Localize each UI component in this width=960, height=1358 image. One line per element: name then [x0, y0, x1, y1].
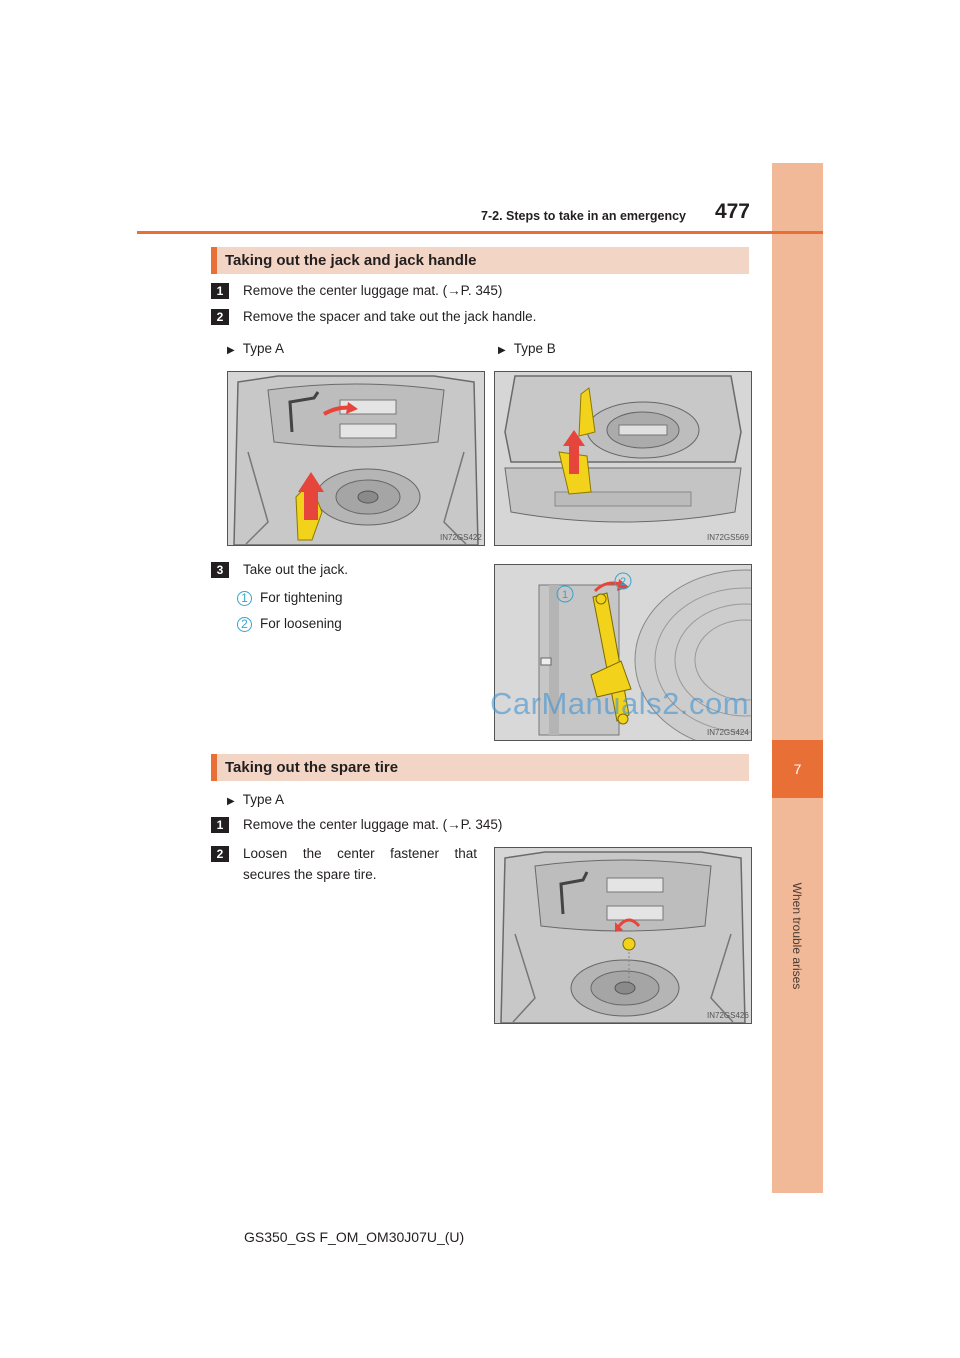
triangle-bullet-icon: ▶	[227, 796, 235, 807]
svg-text:1: 1	[561, 589, 569, 601]
step-badge: 2	[211, 846, 229, 862]
svg-text:2: 2	[619, 576, 627, 588]
step-badge: 3	[211, 562, 229, 578]
watermark: CarManuals2.com	[490, 686, 750, 721]
chapter-title-text: When trouble arises	[790, 882, 804, 990]
type-a-text: Type A	[242, 341, 284, 356]
step-text: Loosen the center fastener that secures the spare tire.	[243, 846, 477, 882]
callout-text: For tightening	[260, 590, 343, 605]
step-badge: 1	[211, 817, 229, 833]
callout-text: For loosening	[260, 616, 342, 631]
step-text: Remove the center luggage mat. (→P. 345)	[243, 283, 503, 298]
header-rule	[137, 231, 823, 234]
type-b-label	[498, 341, 556, 356]
image-code: IN72GS424	[707, 728, 749, 737]
chapter-title	[790, 882, 804, 990]
chapter-number: 7	[772, 740, 823, 798]
page-number: 477	[714, 200, 750, 223]
trunk-illustration-type-b	[494, 371, 752, 546]
type-a-label	[227, 792, 284, 807]
type-b-text: Type B	[513, 341, 556, 356]
section-title: Taking out the spare tire	[225, 759, 399, 776]
image-code: IN72GS426	[707, 1011, 749, 1020]
step-badge: 2	[211, 309, 229, 325]
callout-number: 2	[237, 617, 252, 632]
step-text: Take out the jack.	[243, 562, 349, 577]
section-header-spare-tire	[211, 754, 749, 781]
section-header-jack	[211, 247, 749, 274]
running-header: 7-2. Steps to take in an emergency	[481, 209, 686, 223]
type-a-text: Type A	[242, 792, 284, 807]
section-title: Taking out the jack and jack handle	[225, 252, 477, 269]
step-text: Remove the center luggage mat. (→P. 345)	[243, 817, 503, 832]
triangle-bullet-icon: ▶	[498, 345, 506, 356]
triangle-bullet-icon: ▶	[227, 345, 235, 356]
spare-tire-illustration	[494, 847, 752, 1024]
type-a-label	[227, 341, 284, 356]
image-code: IN72GS422	[440, 533, 482, 542]
step-badge: 1	[211, 283, 229, 299]
chapter-side-tab	[772, 163, 823, 1193]
callout-number: 1	[237, 591, 252, 606]
step-text: Remove the spacer and take out the jack handle.	[243, 309, 537, 324]
document-code: GS350_GS F_OM_OM30J07U_(U)	[244, 1229, 465, 1245]
trunk-illustration-type-a	[227, 371, 485, 546]
image-code: IN72GS569	[707, 533, 749, 542]
